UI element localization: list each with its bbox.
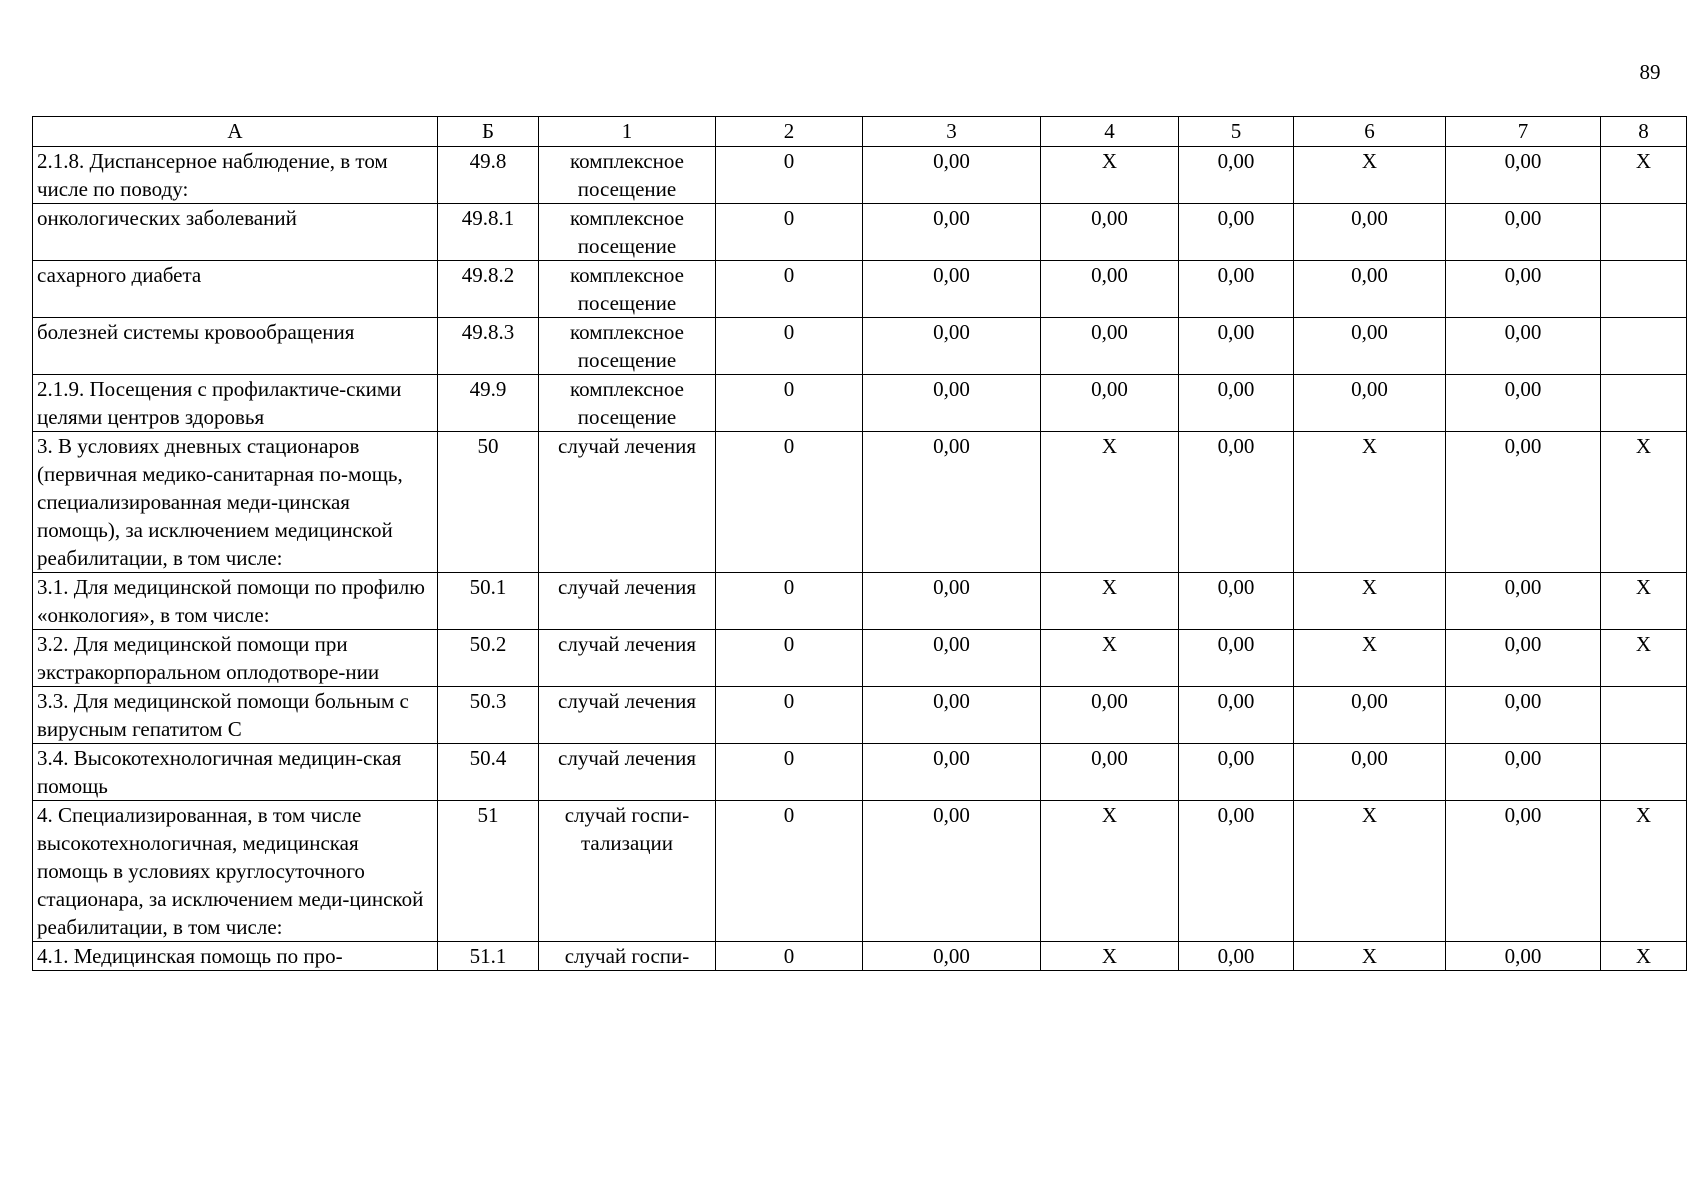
table-row xyxy=(33,801,1687,942)
unit-cell: комплексное посещение xyxy=(539,375,716,432)
cell-col-8: X xyxy=(1601,432,1687,573)
cell-col-8: X xyxy=(1601,801,1687,942)
row-label: 4. Специализированная, в том числе высокотехнологичная, медицинская помощь в условиях круглосуточного стационара, за исключением меди-цинской реабилитации, в том числе: xyxy=(33,801,438,942)
cell-col-7: 0,00 xyxy=(1446,744,1601,801)
row-label: болезней системы кровообращения xyxy=(33,318,438,375)
row-label: 2.1.9. Посещения с профилактиче-скими целями центров здоровья xyxy=(33,375,438,432)
cell-col-3: 0,00 xyxy=(863,942,1041,971)
row-code: 51.1 xyxy=(438,942,539,971)
cell-col-7: 0,00 xyxy=(1446,432,1601,573)
table-row xyxy=(33,630,1687,687)
row-label: 3.3. Для медицинской помощи больным с вирусным гепатитом С xyxy=(33,687,438,744)
table-row xyxy=(33,432,1687,573)
row-label: 3.4. Высокотехнологичная медицин-ская помощь xyxy=(33,744,438,801)
unit-cell: случай лечения xyxy=(539,573,716,630)
unit-cell: комплексное посещение xyxy=(539,318,716,375)
cell-col-8 xyxy=(1601,375,1687,432)
cell-col-7: 0,00 xyxy=(1446,204,1601,261)
unit-cell: случай госпи- xyxy=(539,942,716,971)
page-number: 89 xyxy=(1639,60,1661,84)
cell-col-6: 0,00 xyxy=(1294,261,1446,318)
column-header-b: Б xyxy=(438,117,539,147)
cell-col-3: 0,00 xyxy=(863,375,1041,432)
cell-col-5: 0,00 xyxy=(1179,432,1294,573)
cell-col-6: X xyxy=(1294,942,1446,971)
cell-col-8: X xyxy=(1601,147,1687,204)
table-row xyxy=(33,204,1687,261)
cell-col-5: 0,00 xyxy=(1179,573,1294,630)
cell-col-2: 0 xyxy=(716,801,863,942)
cell-col-4: 0,00 xyxy=(1041,687,1179,744)
row-code: 49.8.3 xyxy=(438,318,539,375)
column-header-4: 4 xyxy=(1041,117,1179,147)
row-label: 3.1. Для медицинской помощи по профилю «онкология», в том числе: xyxy=(33,573,438,630)
cell-col-2: 0 xyxy=(716,744,863,801)
cell-col-7: 0,00 xyxy=(1446,261,1601,318)
cell-col-3: 0,00 xyxy=(863,573,1041,630)
cell-col-4: 0,00 xyxy=(1041,204,1179,261)
cell-col-5: 0,00 xyxy=(1179,630,1294,687)
cell-col-3: 0,00 xyxy=(863,318,1041,375)
cell-col-3: 0,00 xyxy=(863,147,1041,204)
cell-col-8 xyxy=(1601,687,1687,744)
unit-cell: комплексное посещение xyxy=(539,261,716,318)
cell-col-7: 0,00 xyxy=(1446,573,1601,630)
cell-col-6: X xyxy=(1294,573,1446,630)
cell-col-5: 0,00 xyxy=(1179,375,1294,432)
cell-col-6: X xyxy=(1294,801,1446,942)
unit-cell: случай госпи-тализации xyxy=(539,801,716,942)
cell-col-8 xyxy=(1601,204,1687,261)
unit-cell: комплексное посещение xyxy=(539,204,716,261)
cell-col-4: X xyxy=(1041,147,1179,204)
row-label: онкологических заболеваний xyxy=(33,204,438,261)
cell-col-2: 0 xyxy=(716,573,863,630)
row-code: 50.2 xyxy=(438,630,539,687)
cell-col-2: 0 xyxy=(716,630,863,687)
unit-cell: случай лечения xyxy=(539,432,716,573)
cell-col-7: 0,00 xyxy=(1446,375,1601,432)
table-row xyxy=(33,573,1687,630)
cell-col-2: 0 xyxy=(716,687,863,744)
column-header-5: 5 xyxy=(1179,117,1294,147)
cell-col-8 xyxy=(1601,261,1687,318)
cell-col-5: 0,00 xyxy=(1179,261,1294,318)
unit-cell: комплексное посещение xyxy=(539,147,716,204)
cell-col-8: X xyxy=(1601,942,1687,971)
cell-col-6: X xyxy=(1294,630,1446,687)
table-row xyxy=(33,375,1687,432)
row-label: 3.2. Для медицинской помощи при экстракорпоральном оплодотворе-нии xyxy=(33,630,438,687)
cell-col-6: 0,00 xyxy=(1294,744,1446,801)
cell-col-6: 0,00 xyxy=(1294,318,1446,375)
table-row xyxy=(33,687,1687,744)
cell-col-6: 0,00 xyxy=(1294,375,1446,432)
cell-col-3: 0,00 xyxy=(863,432,1041,573)
cell-col-4: 0,00 xyxy=(1041,375,1179,432)
cell-col-3: 0,00 xyxy=(863,801,1041,942)
cell-col-4: 0,00 xyxy=(1041,318,1179,375)
row-label: сахарного диабета xyxy=(33,261,438,318)
row-code: 50 xyxy=(438,432,539,573)
row-code: 49.8 xyxy=(438,147,539,204)
table-row xyxy=(33,942,1687,971)
cell-col-4: X xyxy=(1041,942,1179,971)
column-header-1: 1 xyxy=(539,117,716,147)
row-code: 49.8.1 xyxy=(438,204,539,261)
cell-col-2: 0 xyxy=(716,318,863,375)
cell-col-8 xyxy=(1601,318,1687,375)
row-code: 51 xyxy=(438,801,539,942)
row-label: 2.1.8. Диспансерное наблюдение, в том числе по поводу: xyxy=(33,147,438,204)
header-row xyxy=(33,117,1687,147)
cell-col-2: 0 xyxy=(716,204,863,261)
cell-col-5: 0,00 xyxy=(1179,942,1294,971)
table-row xyxy=(33,261,1687,318)
cell-col-4: X xyxy=(1041,801,1179,942)
cell-col-7: 0,00 xyxy=(1446,801,1601,942)
unit-cell: случай лечения xyxy=(539,687,716,744)
column-header-a: А xyxy=(33,117,438,147)
cell-col-7: 0,00 xyxy=(1446,318,1601,375)
cell-col-6: X xyxy=(1294,432,1446,573)
cell-col-3: 0,00 xyxy=(863,630,1041,687)
cell-col-6: 0,00 xyxy=(1294,687,1446,744)
cell-col-5: 0,00 xyxy=(1179,801,1294,942)
cell-col-7: 0,00 xyxy=(1446,687,1601,744)
row-code: 49.9 xyxy=(438,375,539,432)
cell-col-7: 0,00 xyxy=(1446,147,1601,204)
cell-col-8: X xyxy=(1601,630,1687,687)
cell-col-4: 0,00 xyxy=(1041,744,1179,801)
table-row xyxy=(33,147,1687,204)
column-header-3: 3 xyxy=(863,117,1041,147)
table-row xyxy=(33,744,1687,801)
cell-col-6: X xyxy=(1294,147,1446,204)
row-code: 50.4 xyxy=(438,744,539,801)
cell-col-5: 0,00 xyxy=(1179,687,1294,744)
cell-col-6: 0,00 xyxy=(1294,204,1446,261)
cell-col-2: 0 xyxy=(716,432,863,573)
cell-col-5: 0,00 xyxy=(1179,744,1294,801)
row-label: 3. В условиях дневных стационаров (первичная медико-санитарная по-мощь, специализированная меди-цинская помощь), за исключением медицинской реабилитации, в том числе: xyxy=(33,432,438,573)
column-header-6: 6 xyxy=(1294,117,1446,147)
column-header-7: 7 xyxy=(1446,117,1601,147)
cell-col-7: 0,00 xyxy=(1446,942,1601,971)
cell-col-4: 0,00 xyxy=(1041,261,1179,318)
column-header-8: 8 xyxy=(1601,117,1687,147)
cell-col-4: X xyxy=(1041,432,1179,573)
cell-col-2: 0 xyxy=(716,942,863,971)
cell-col-4: X xyxy=(1041,630,1179,687)
cell-col-5: 0,00 xyxy=(1179,318,1294,375)
cell-col-5: 0,00 xyxy=(1179,147,1294,204)
row-code: 50.3 xyxy=(438,687,539,744)
unit-cell: случай лечения xyxy=(539,744,716,801)
row-label: 4.1. Медицинская помощь по про- xyxy=(33,942,438,971)
cell-col-2: 0 xyxy=(716,375,863,432)
column-header-2: 2 xyxy=(716,117,863,147)
cell-col-3: 0,00 xyxy=(863,744,1041,801)
cell-col-2: 0 xyxy=(716,147,863,204)
table-row xyxy=(33,318,1687,375)
cell-col-3: 0,00 xyxy=(863,261,1041,318)
cell-col-5: 0,00 xyxy=(1179,204,1294,261)
cell-col-7: 0,00 xyxy=(1446,630,1601,687)
unit-cell: случай лечения xyxy=(539,630,716,687)
row-code: 49.8.2 xyxy=(438,261,539,318)
cell-col-8: X xyxy=(1601,573,1687,630)
row-code: 50.1 xyxy=(438,573,539,630)
cell-col-8 xyxy=(1601,744,1687,801)
cell-col-3: 0,00 xyxy=(863,204,1041,261)
cell-col-3: 0,00 xyxy=(863,687,1041,744)
data-table xyxy=(32,116,1687,971)
cell-col-4: X xyxy=(1041,573,1179,630)
cell-col-2: 0 xyxy=(716,261,863,318)
